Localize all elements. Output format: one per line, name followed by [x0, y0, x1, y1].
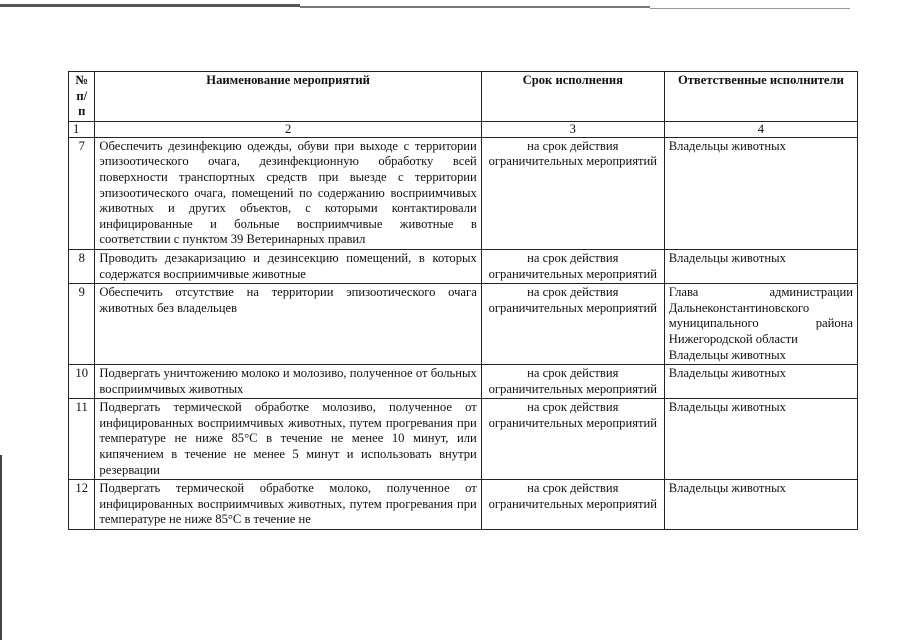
column-index: 4	[664, 121, 857, 137]
measure-term: на срок действия ограничительных мероприятий	[481, 480, 664, 530]
measure-executors: Владельцы животных	[664, 249, 857, 283]
executor-line: Владельцы животных	[668, 347, 786, 362]
header-num: № п/п	[69, 72, 95, 122]
executor-line: Дальнеконстантиновского	[668, 300, 810, 315]
row-number: 10	[69, 365, 95, 399]
measure-executors: Владельцы животных	[664, 365, 857, 399]
measure-term: на срок действия ограничительных мероприятий	[481, 284, 664, 365]
measure-term: на срок действия ограничительных мероприятий	[481, 137, 664, 249]
table-row	[69, 137, 858, 249]
measure-executors: Владельцы животных	[664, 137, 857, 249]
table-row	[69, 284, 858, 365]
table-row	[69, 480, 858, 530]
measure-term: на срок действия ограничительных мероприятий	[481, 399, 664, 480]
header-executors: Ответственные исполнители	[664, 72, 857, 122]
measure-term: на срок действия ограничительных мероприятий	[481, 249, 664, 283]
scan-artifact-line	[0, 4, 300, 7]
header-name: Наименование мероприятий	[95, 72, 481, 122]
measure-term: на срок действия ограничительных мероприятий	[481, 365, 664, 399]
table-row	[69, 399, 858, 480]
measures-table	[68, 71, 858, 530]
executor-line: Нижегородской области	[668, 331, 798, 346]
scan-artifact-top	[0, 4, 905, 16]
row-number: 9	[69, 284, 95, 365]
column-index-row	[69, 121, 858, 137]
table-header-row	[69, 72, 858, 122]
row-number: 7	[69, 137, 95, 249]
column-index: 2	[95, 121, 481, 137]
scan-artifact-line	[650, 8, 850, 9]
measure-name: Подвергать термической обработке молоко, полученное от инфицированных восприимчивых животных, путем прогревания при температуре не ниже 85°С в течение не	[95, 480, 481, 530]
row-number: 11	[69, 399, 95, 480]
measure-name: Подвергать уничтожению молоко и молозиво, полученное от больных восприимчивых животных	[95, 365, 481, 399]
measure-name: Обеспечить отсутствие на территории эпизоотического очага животных без владельцев	[95, 284, 481, 365]
measure-executors	[664, 284, 857, 365]
row-number: 12	[69, 480, 95, 530]
table-row	[69, 249, 858, 283]
measure-name: Подвергать термической обработке молозиво, полученное от инфицированных восприимчивых животных, путем прогревания при температуре не ниже 85°С в течение не менее 10 минут, или кипячением в течение не менее 5 минут и использовать внутри резервации	[95, 399, 481, 480]
table-row	[69, 365, 858, 399]
row-number: 8	[69, 249, 95, 283]
header-term: Срок исполнения	[481, 72, 664, 122]
column-index: 1	[69, 121, 95, 137]
column-index: 3	[481, 121, 664, 137]
measure-executors: Владельцы животных	[664, 480, 857, 530]
measure-name: Проводить дезакаризацию и дезинсекцию помещений, в которых содержатся восприимчивые животные	[95, 249, 481, 283]
scan-artifact-edge	[0, 455, 2, 640]
executor-line: Глава администрации	[668, 285, 853, 300]
executor-line: муниципального района	[668, 316, 853, 331]
scan-artifact-line	[300, 6, 650, 8]
measure-executors: Владельцы животных	[664, 399, 857, 480]
measure-name: Обеспечить дезинфекцию одежды, обуви при выходе с территории эпизоотического очага, дезинфекционную обработку всей поверхности транспортных средств при выезде с территории эпизоотического очага, помещений по содержанию восприимчивых животных и других объектов, с которыми контактировали инфицированные и больные восприимчивые животные в соответствии с пунктом 39 Ветеринарных правил	[95, 137, 481, 249]
